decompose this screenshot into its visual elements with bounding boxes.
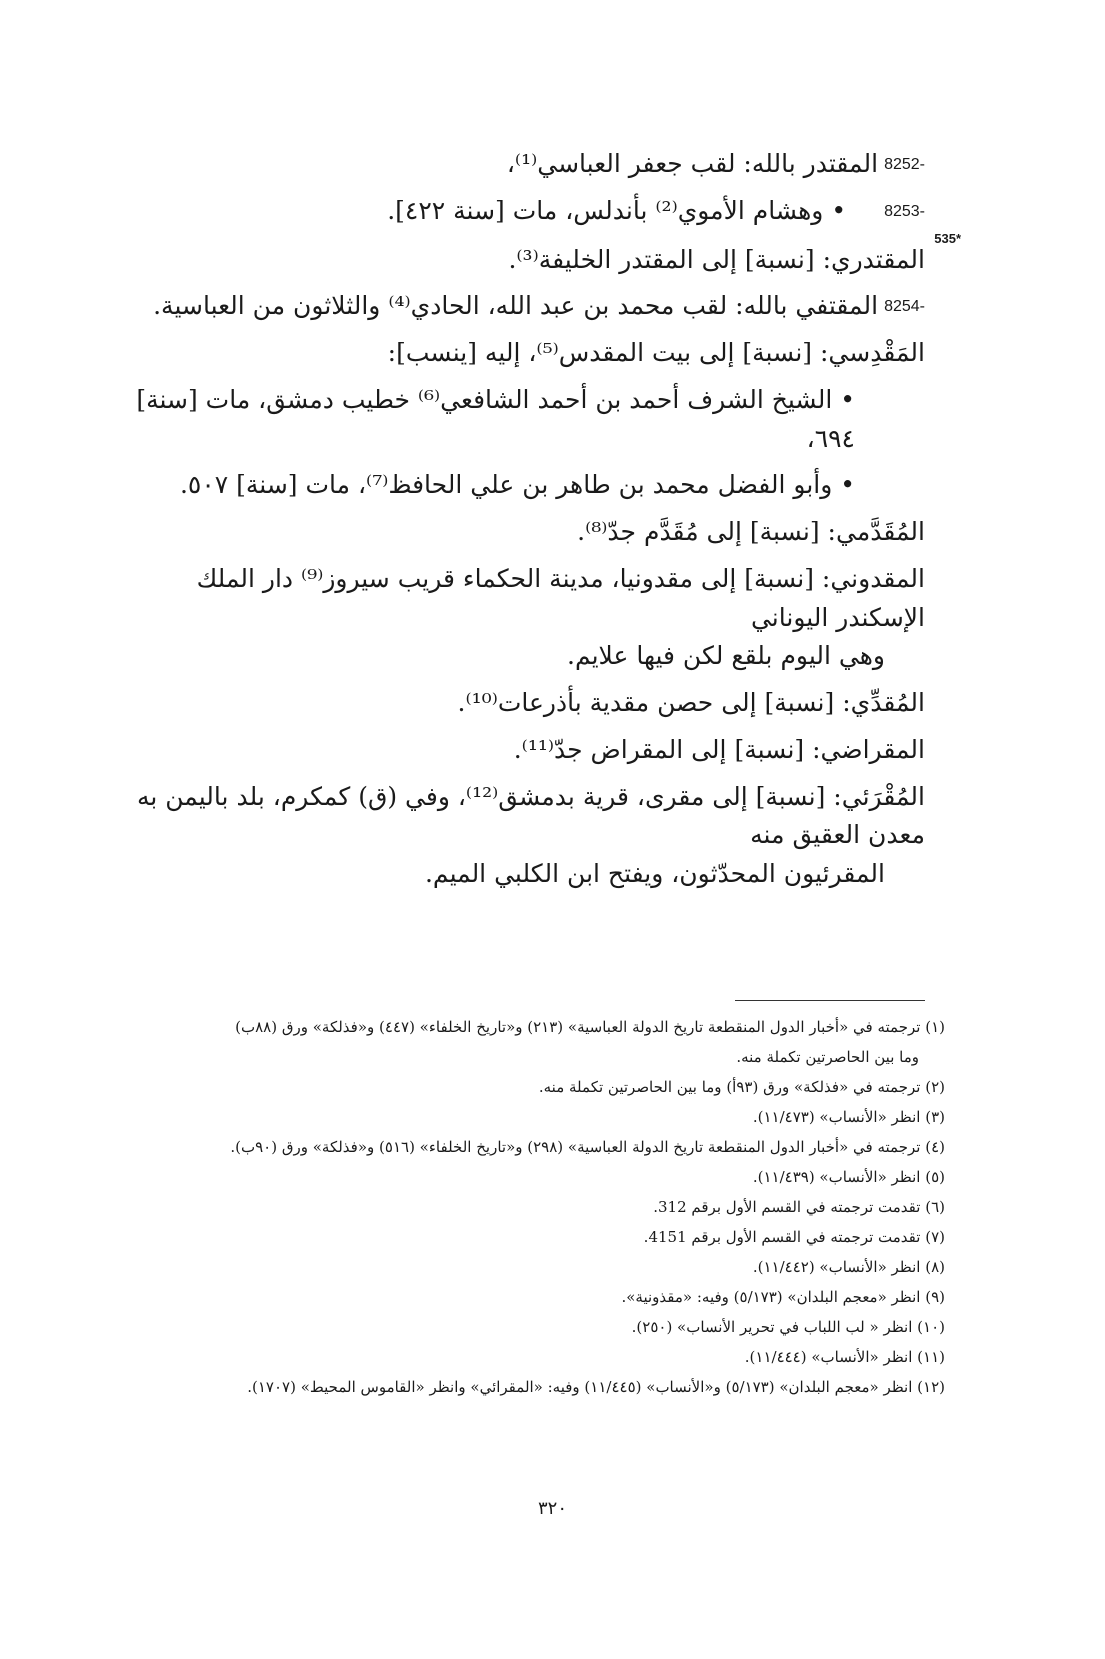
entry-maqduni: [105, 560, 925, 676]
entry-number: 8253-: [884, 202, 925, 220]
entry-muqtadiri: المقتدري: [نسبة] إلى المقتدر الخليفة⁽³⁾.: [508, 244, 925, 274]
footnote-9: (٩) انظر «معجم البلدان» (٥/١٧٣) وفيه: «مقذونية».: [621, 1288, 945, 1306]
main-text: [105, 145, 961, 902]
footnote-divider: [735, 1000, 925, 1001]
entry-maqdisi: المَقْدِسي: [نسبة] إلى بيت المقدس⁽⁵⁾، إليه [ينسب]:: [387, 338, 925, 367]
footnotes: [125, 1012, 945, 1402]
entry-miqradi: المقراضي: [نسبة] إلى المقراض جدّ⁽¹¹⁾.: [513, 734, 925, 764]
entry-muqrai: [105, 778, 925, 894]
entry-number: 8252-: [884, 156, 925, 173]
entry-muqaddi: المُقدِّي: [نسبة] إلى حصن مقدية بأذرعات⁽¹⁰⁾.: [457, 688, 925, 717]
footnote-6: (٦) تقدمت ترجمته في القسم الأول برقم 312.: [653, 1198, 945, 1216]
page-ref-marker: 535*: [934, 231, 961, 246]
bullet-item: • وأبو الفضل محمد بن طاهر بن علي الحافظ⁽⁷⁾، مات [سنة] ٥٠٧.: [179, 470, 855, 500]
footnote-10: (١٠) انظر « لب اللباب في تحرير الأنساب» (٢٥٠).: [631, 1318, 945, 1336]
footnote-3: (٣) انظر «الأنساب» (١١/٤٧٣).: [752, 1108, 945, 1126]
entry-muqaddami: المُقَدَّمي: [نسبة] إلى مُقَدَّم جدّ⁽⁸⁾.: [577, 517, 925, 546]
footnote-1: [125, 1012, 945, 1072]
entry-text: المقدوني: [نسبة] إلى مقدونيا، مدينة الحكماء قريب سيروز⁽⁹⁾ دار الملك الإسكندر اليوناني: [196, 563, 925, 632]
bullet-item: • الشيخ الشرف أحمد بن أحمد الشافعي⁽⁶⁾ خطيب دمشق، مات [سنة] ٦٩٤،: [136, 384, 855, 453]
entry-8253: [105, 192, 925, 231]
entry-text: المقتفي بالله: لقب محمد بن عبد الله، الحادي⁽⁴⁾ والثلاثون من العباسية.: [153, 291, 879, 321]
entry-text: المُقْرَئي: [نسبة] إلى مقرى، قرية بدمشق⁽¹²⁾، وفي (ق) كمكرم، بلد باليمن به معدن العقيق منه: [136, 781, 925, 850]
footnote-4: (٤) ترجمته في «أخبار الدول المنقطعة تاريخ الدولة العباسية» (٢٩٨) و«تاريخ الخلفاء» (٥١٦) و«فذلكة» ورق (٩٠ب).: [230, 1138, 945, 1156]
entry-8254: [105, 287, 925, 326]
entry-continuation: المقرئيون المحدّثون، ويفتح ابن الكلبي الميم.: [424, 859, 885, 888]
footnote-2: (٢) ترجمته في «فذلكة» ورق (٩٣أ) وما بين الحاصرتين تكملة منه.: [538, 1078, 945, 1096]
footnote-text: (١) ترجمته في «أخبار الدول المنقطعة تاريخ الدولة العباسية» (٢١٣) و«تاريخ الخلفاء» (٤٤٧) و«فذلكة» ورق (٨٨ب): [235, 1018, 945, 1036]
entry-8252: [105, 145, 925, 184]
footnote-7: (٧) تقدمت ترجمته في القسم الأول برقم 4151.: [643, 1228, 945, 1246]
footnote-11: (١١) انظر «الأنساب» (١١/٤٤٤).: [744, 1348, 945, 1366]
footnote-8: (٨) انظر «الأنساب» (١١/٤٤٢).: [752, 1258, 945, 1276]
footnote-5: (٥) انظر «الأنساب» (١١/٤٣٩).: [752, 1168, 945, 1186]
entry-number: 8254-: [884, 298, 925, 316]
footnote-12: (١٢) انظر «معجم البلدان» (٥/١٧٣) و«الأنساب» (١١/٤٤٥) وفيه: «المقرائي» وانظر «القاموس المحيط» (١٧٠٧).: [247, 1378, 945, 1396]
entry-text: • وهشام الأموي⁽²⁾ بأندلس، مات [سنة ٤٢٢].: [387, 195, 847, 225]
page-number: ٣٢٠: [537, 1498, 567, 1519]
footnote-continuation: وما بين الحاصرتين تكملة منه.: [736, 1048, 919, 1066]
entry-continuation: وهي اليوم بلقع لكن فيها علايم.: [567, 641, 885, 671]
entry-text: المقتدر بالله: لقب جعفر العباسي⁽¹⁾،: [506, 149, 879, 178]
